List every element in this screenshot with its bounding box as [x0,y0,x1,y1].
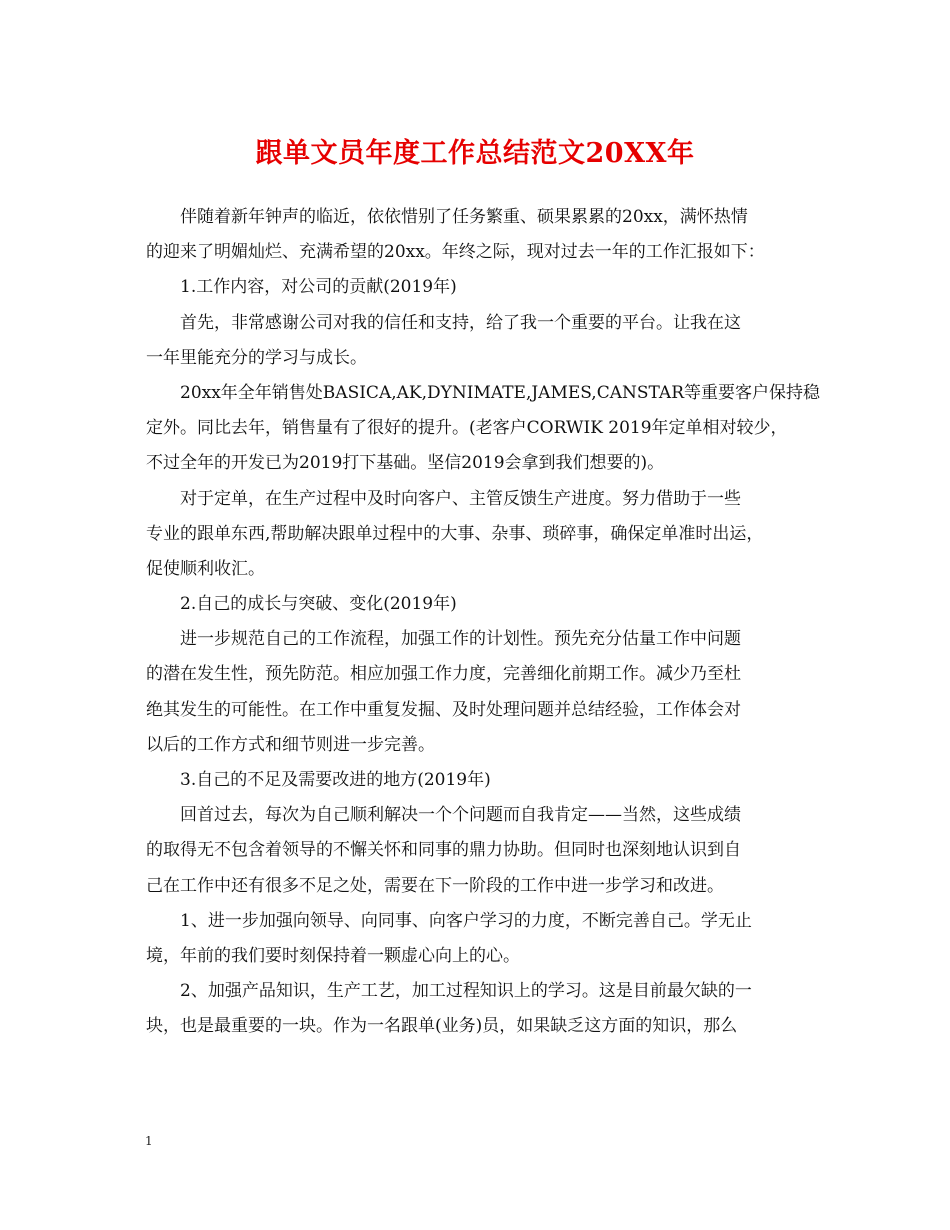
text-line: 境，年前的我们要时刻保持着一颗虚心向上的心。 [146,945,520,966]
page-number: 1 [145,1134,153,1148]
text-line: 绝其发生的可能性。在工作中重复发掘、及时处理问题并总结经验，工作体会对 [146,699,741,720]
text-line: 对于定单，在生产过程中及时向客户、主管反馈生产进度。努力借助于一些 [180,488,741,509]
text-line: 回首过去，每次为自己顺利解决一个个问题而自我肯定——当然，这些成绩 [180,805,741,826]
text-line: 块，也是最重要的一块。作为一名跟单(业务)员，如果缺乏这方面的知识，那么 [146,1016,738,1037]
text-line: 20xx年全年销售处BASICA,AK,DYNIMATE,JAMES,CANSTAR等重要客户保持稳 [180,382,820,403]
text-line: 3.自己的不足及需要改进的地方(2019年) [180,770,491,790]
document-body [146,200,820,1045]
text-line: 伴随着新年钟声的临近，依依惜别了任务繁重、硕果累累的20xx，满怀热情 [180,207,748,227]
text-line: 2.自己的成长与突破、变化(2019年) [180,594,457,615]
text-line: 的取得无不包含着领导的不懈关怀和同事的鼎力协助。但同时也深刻地认识到自 [146,840,741,861]
text-line: 定外。同比去年，销售量有了很好的提升。(老客户CORWIK 2019年定单相对较少， [146,418,788,439]
text-line: 2、加强产品知识，生产工艺，加工过程知识上的学习。这是目前最欠缺的一 [180,981,752,1002]
text-line: 以后的工作方式和细节则进一步完善。 [146,734,435,755]
text-line: 专业的跟单东西,帮助解决跟单过程中的大事、杂事、琐碎事，确保定单准时出运， [146,523,764,544]
text-line: 不过全年的开发已为2019打下基础。坚信2019会拿到我们想要的)。 [146,453,665,474]
text-line: 1、进一步加强向领导、向同事、向客户学习的力度，不断完善自己。学无止 [180,910,752,931]
text-line: 的潜在发生性，预先防范。相应加强工作力度，完善细化前期工作。减少乃至杜 [146,664,741,685]
text-line: 1.工作内容，对公司的贡献(2019年) [180,277,457,298]
text-line: 首先，非常感谢公司对我的信任和支持，给了我一个重要的平台。让我在这 [180,312,741,333]
text-line: 进一步规范自己的工作流程，加强工作的计划性。预先充分估量工作中问题 [180,629,741,650]
text-line: 一年里能充分的学习与成长。 [146,347,367,368]
text-line: 的迎来了明媚灿烂、充满希望的20xx。年终之际，现对过去一年的工作汇报如下： [146,242,765,263]
text-line: 促使顺利收汇。 [146,558,265,579]
text-line: 己在工作中还有很多不足之处，需要在下一阶段的工作中进一步学习和改进。 [146,875,724,896]
document-title: 跟单文员年度工作总结范文20XX年 [255,138,695,169]
